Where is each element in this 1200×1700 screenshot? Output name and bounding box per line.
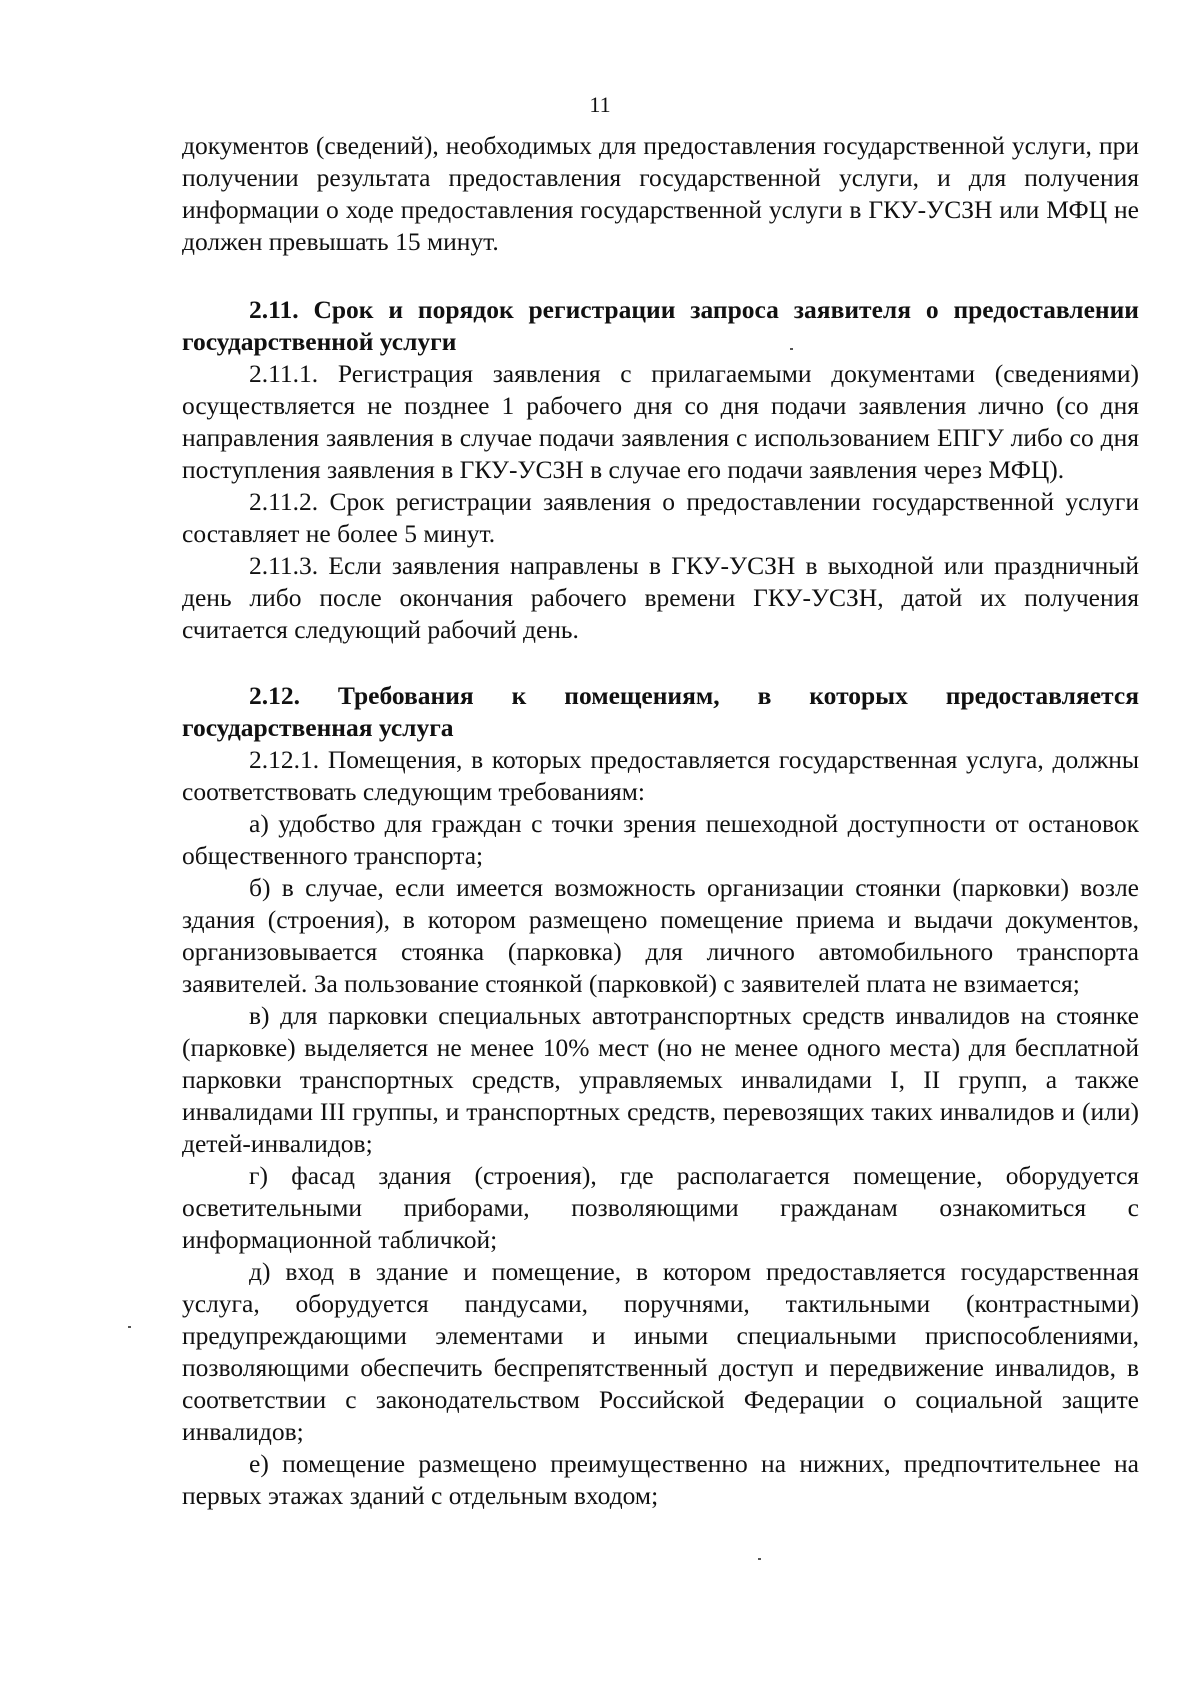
page-number: 11 (589, 92, 611, 117)
section-heading-2-12: 2.12. Требования к помещениям, в которых предоставляется государственная услуга (182, 681, 1139, 742)
paragraph-intro: документов (сведений), необходимых для предоставления государственной услуги, при получении результата предоставления государственной услуги, и для получения информации о ходе предоставления государственной услуги в ГКУ-УСЗН или МФЦ не должен превышать 15 минут. (182, 131, 1139, 256)
paragraph-2-11-3: 2.11.3. Если заявления направлены в ГКУ-УСЗН в выходной или праздничный день либо после окончания рабочего времени ГКУ-УСЗН, датой их получения считается следующий рабочий день. (182, 551, 1139, 644)
list-item-b: б) в случае, если имеется возможность организации стоянки (парковки) возле здания (строения), в котором размещено помещение приема и выдачи документов, организовывается стоянка (парковка) для личного автомобильного транспорта заявителей. За пользование стоянкой (парковкой) с заявителей плата не взимается; (182, 873, 1139, 998)
paragraph-2-12-1: 2.12.1. Помещения, в которых предоставляется государственная услуга, должны соответствовать следующим требованиям: (182, 745, 1139, 806)
section-heading-2-11: 2.11. Срок и порядок регистрации запроса заявителя о предоставлении государственной услуги (182, 295, 1139, 356)
document-body (182, 130, 1139, 1512)
list-item-g: г) фасад здания (строения), где располагается помещение, оборудуется осветительными приборами, позволяющими гражданам ознакомиться с информационной табличкой; (182, 1161, 1139, 1254)
paragraph-2-11-1: 2.11.1. Регистрация заявления с прилагаемыми документами (сведениями) осуществляется не позднее 1 рабочего дня со дня подачи заявления лично (со дня направления заявления в случае подачи заявления с использованием ЕПГУ либо со дня поступления заявления в ГКУ-УСЗН в случае его подачи заявления через МФЦ). (182, 359, 1139, 484)
list-item-a: а) удобство для граждан с точки зрения пешеходной доступности от остановок общественного транспорта; (182, 809, 1139, 870)
list-item-e: е) помещение размещено преимущественно на нижних, предпочтительнее на первых этажах зданий с отдельным входом; (182, 1449, 1139, 1510)
scan-speck (128, 1326, 131, 1328)
list-item-v: в) для парковки специальных автотранспортных средств инвалидов на стоянке (парковке) выделяется не менее 10% мест (но не менее одного места) для бесплатной парковки транспортных средств, управляемых инвалидами I, II групп, а также инвалидами III группы, и транспортных средств, перевозящих таких инвалидов и (или) детей-инвалидов; (182, 1001, 1139, 1158)
scan-speck (790, 348, 793, 350)
scan-speck (758, 1558, 761, 1560)
list-item-d: д) вход в здание и помещение, в котором предоставляется государственная услуга, оборудуется пандусами, поручнями, тактильными (контрастными) предупреждающими элементами и иными специальными приспособлениями, позволяющими обеспечить беспрепятственный доступ и передвижение инвалидов, в соответствии с законодательством Российской Федерации о социальной защите инвалидов; (182, 1257, 1139, 1446)
paragraph-2-11-2: 2.11.2. Срок регистрации заявления о предоставлении государственной услуги составляет не более 5 минут. (182, 487, 1139, 548)
